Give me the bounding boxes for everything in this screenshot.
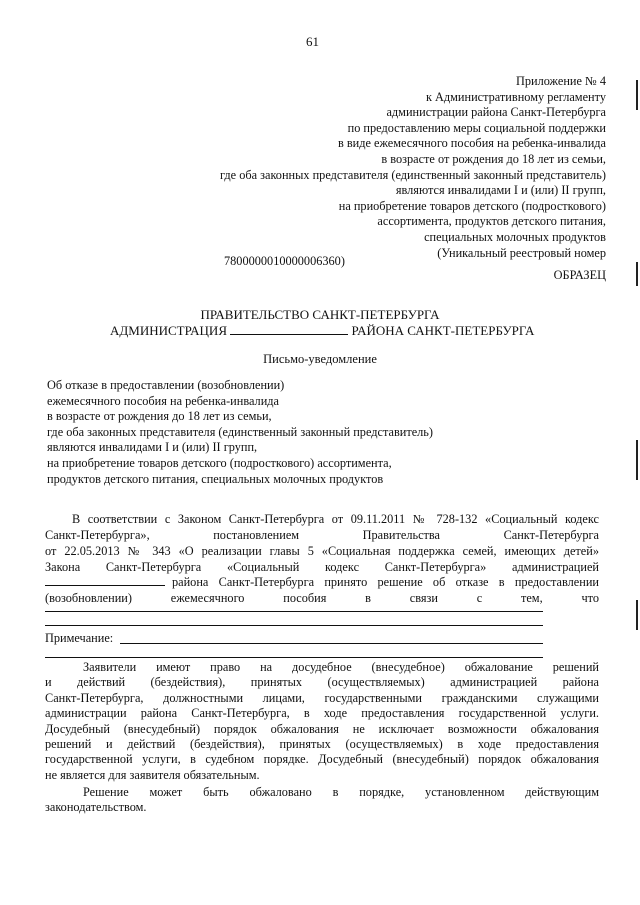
note-label: Примечание:: [45, 631, 114, 645]
appeal-line: решений и действий (бездействия), принятых (осуществляемых) в ходе предоставления: [45, 737, 599, 752]
final-line: Решение может быть обжаловано в порядке, установленном действующим: [83, 785, 599, 799]
appeal-line: Досудебный (внесудебный) порядок обжалования не исключает возможности обжалования: [45, 721, 599, 736]
subject-line: ежемесячного пособия на ребенка-инвалида: [47, 393, 279, 408]
appendix-line: по предоставлению меры социальной поддержки: [347, 120, 606, 135]
decision-line: Закона Санкт-Петербурга «Социальный кодекс Санкт-Петербурга» администрацией: [45, 560, 599, 574]
admin-prefix: АДМИНИСТРАЦИЯ: [110, 323, 227, 338]
appeal-line: не является для заявителя обязательным.: [45, 767, 260, 782]
registry-number: 7800000010000006360): [224, 254, 345, 268]
appendix-line: в возрасте от рождения до 18 лет из семьи,: [381, 151, 606, 166]
final-line: законодательством.: [45, 800, 147, 815]
appendix-line: на приобретение товаров детского (подросткового): [338, 198, 606, 213]
scan-edge-mark: [636, 80, 638, 110]
decision-line: В соответствии с Законом Санкт-Петербурга от 09.11.2011 № 728-132 «Социальный кодекс: [72, 512, 599, 526]
letter-title: Письмо-уведомление: [263, 352, 377, 366]
sample-label: ОБРАЗЕЦ: [553, 268, 606, 282]
reason-line-1[interactable]: [45, 611, 543, 612]
subject-line: в возрасте от рождения до 18 лет из семьи,: [47, 409, 272, 424]
subject-line: на приобретение товаров детского (подросткового) ассортимента,: [47, 455, 392, 470]
district-blank[interactable]: [230, 323, 348, 335]
subject-line: являются инвалидами I и (или) II групп,: [47, 440, 258, 455]
decision-line: (возобновлении) ежемесячного пособия в связи с тем, что: [45, 591, 599, 605]
appeal-paragraph: [45, 660, 599, 783]
decision-line: Санкт-Петербурга», постановлением Правительства Санкт-Петербурга: [45, 528, 599, 542]
subject-line: продуктов детского питания, специальных молочных продуктов: [47, 471, 384, 486]
page-number: 61: [306, 34, 319, 49]
note-line-2[interactable]: [45, 657, 543, 658]
subject-line: где оба законных представителя (единственный законный представитель): [47, 424, 434, 439]
appeal-line: и действий (бездействия), принятых (осуществляемых) администрацией района: [45, 675, 599, 690]
district-blank-2[interactable]: [45, 585, 165, 586]
note-line-1[interactable]: [120, 643, 543, 644]
appendix-line: где оба законных представителя (единственный законный представитель): [219, 167, 606, 182]
appendix-line: Приложение № 4: [515, 74, 606, 88]
scan-edge-mark: [636, 262, 638, 286]
appendix-line: администрации района Санкт-Петербурга: [386, 105, 606, 120]
appeal-line: государственной услуги, в судебном порядке. Досудебный (внесудебный) порядок обжалования: [45, 752, 599, 767]
appendix-header: [220, 74, 606, 261]
scan-edge-mark: [636, 440, 638, 480]
administration-line: [110, 323, 534, 339]
appendix-line: к Административному регламенту: [425, 89, 606, 104]
government-title: ПРАВИТЕЛЬСТВО САНКТ-ПЕТЕРБУРГА: [200, 307, 440, 322]
reason-line-2[interactable]: [45, 625, 543, 626]
appendix-line: являются инвалидами I и (или) II групп,: [395, 183, 606, 198]
appendix-line: специальных молочных продуктов: [424, 229, 606, 244]
admin-suffix: РАЙОНА САНКТ-ПЕТЕРБУРГА: [351, 323, 535, 338]
appeal-line: Заявители имеют право на досудебное (внесудебное) обжалование решений: [83, 660, 599, 674]
appendix-line: в виде ежемесячного пособия на ребенка-инвалида: [337, 136, 606, 151]
scan-edge-mark: [636, 600, 638, 630]
subject-line: Об отказе в предоставлении (возобновлении): [47, 378, 285, 392]
decision-line: от 22.05.2013 № 343 «О реализации главы 5 «Социальная поддержка семей, имеющих детей»: [45, 544, 599, 558]
appendix-line: ассортимента, продуктов детского питания,: [377, 214, 606, 229]
appendix-line: (Уникальный реестровый номер: [437, 245, 606, 260]
final-paragraph: [45, 785, 599, 816]
subject-block: [47, 378, 433, 487]
decision-line: района Санкт-Петербурга принято решение об отказе в предоставлении: [172, 575, 599, 589]
appeal-line: Санкт-Петербурга, должностными лицами, государственными гражданскими служащими: [45, 690, 599, 705]
appeal-line: администрации района Санкт-Петербурга, в ходе предоставления государственной услуги.: [45, 706, 599, 721]
